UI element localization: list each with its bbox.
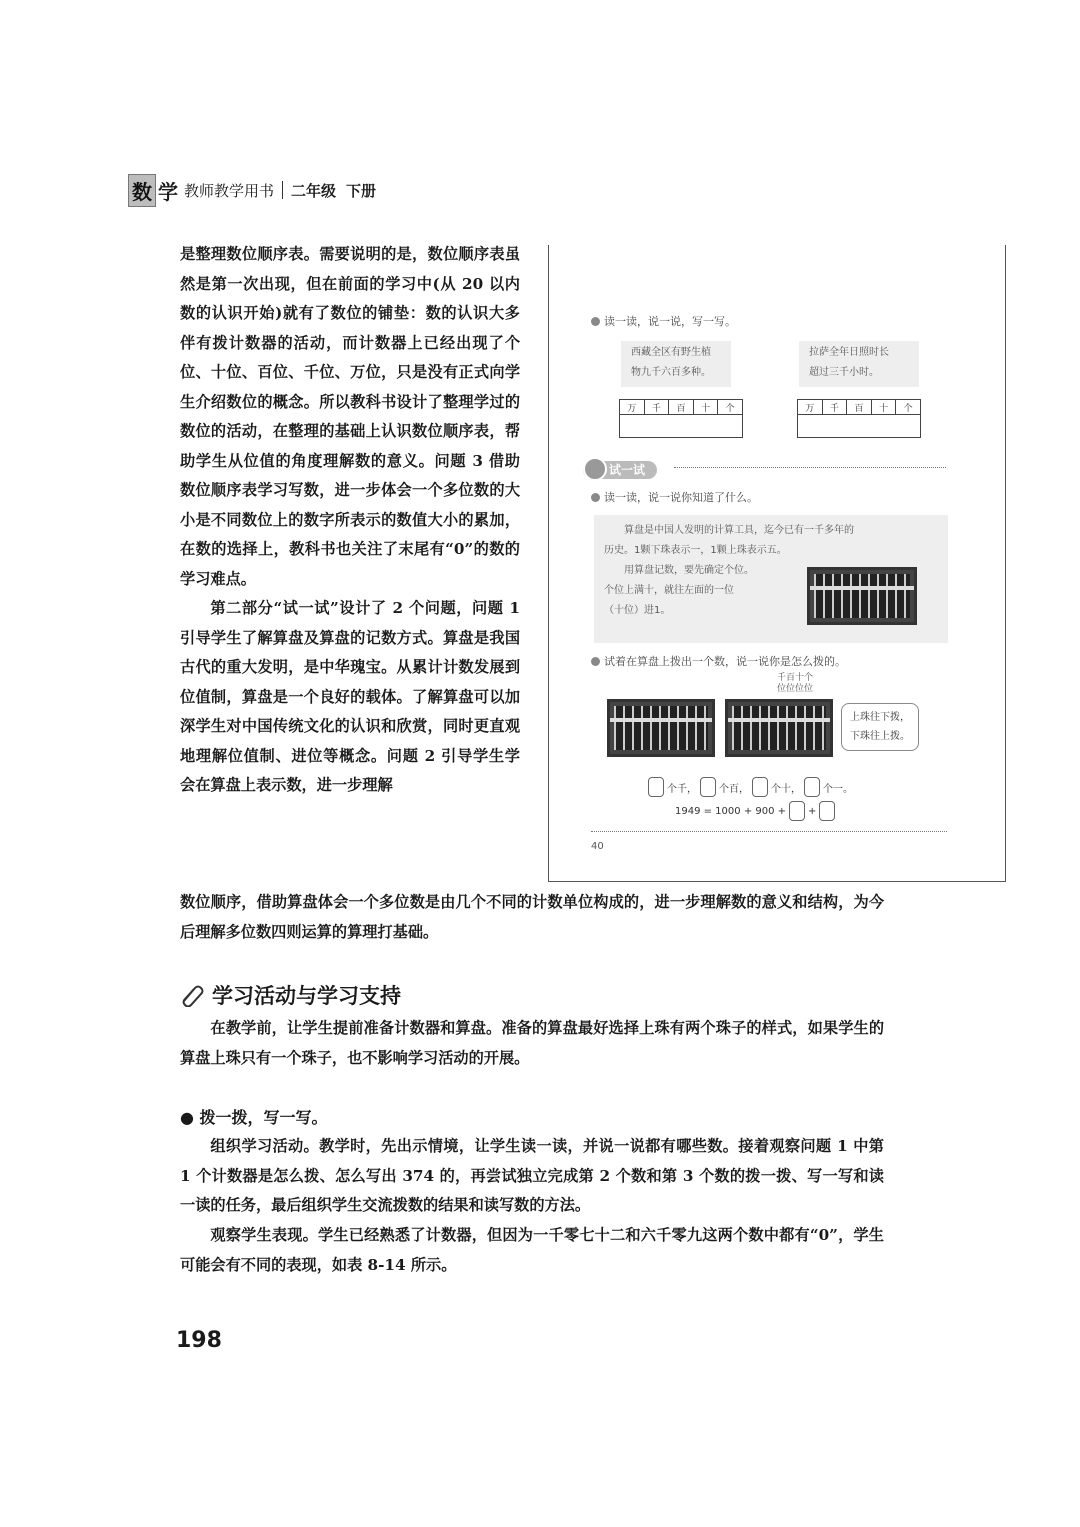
info-box-tibet-line1: 西藏全区有野生植 xyxy=(631,347,711,358)
info-box-lhasa-line1: 拉萨全年日照时长 xyxy=(809,347,889,358)
page-number: 198 xyxy=(176,1328,222,1353)
paragraph-observe xyxy=(180,1221,884,1280)
section-divider xyxy=(674,467,946,468)
header-ge: 个 xyxy=(718,400,743,415)
volume-label: 下册 xyxy=(346,181,377,200)
unit-tens: 个十， xyxy=(771,783,801,795)
header-bai: 百 xyxy=(847,400,872,415)
paragraph-place-value-table: 是整理数位顺序表。需要说明的是，数位顺序表虽然是第一次出现，但在前面的学习中(从 20 以内数的认识开始)就有了数位的铺垫：数的认识大多伴有拨计数器的活动，而计数器上已经出现了个位、十位、百位、千位、万位，只是没有正式向学生介绍数位的概念。所以教科书设计了整理学过的数位的活动，在整理的基础上认识数位顺序表，帮助学生从位值的角度理解数的意义。问题 3 借助数位顺序表学习写数，进一步体会一个多位数的大小是不同数位上的数字所表示的数值大小的累加，在数的选择上，教科书也关注了末尾有“0”的数的学习难点。 xyxy=(180,245,520,588)
prompt-read-write-text: 读一读，说一说，写一写。 xyxy=(604,315,736,328)
blank-slot[interactable] xyxy=(804,777,820,797)
header-ge: 个 xyxy=(896,400,921,415)
header-divider xyxy=(282,181,283,199)
abacus-info-line1: 算盘是中国人发明的计算工具，迄今已有一千多年的 xyxy=(624,525,854,536)
answer-cell[interactable] xyxy=(620,415,743,438)
left-column-text xyxy=(180,240,520,801)
blank-slot[interactable] xyxy=(819,801,835,821)
info-box-lhasa-line2: 超过三千小时。 xyxy=(809,367,879,378)
prompt-what-learned-text: 读一读，说一说你知道了什么。 xyxy=(604,491,758,504)
info-box-lhasa xyxy=(799,341,919,387)
prompt-read-write xyxy=(591,313,736,329)
blank-slot[interactable] xyxy=(789,801,805,821)
abacus-illustration xyxy=(807,567,917,625)
header-qian: 千 xyxy=(822,400,847,415)
paragraph-organize xyxy=(180,1132,884,1221)
gear-icon xyxy=(583,457,607,481)
organize-lead: 组织学习活动。 xyxy=(210,1137,320,1155)
abacus-blank-2[interactable] xyxy=(725,699,833,757)
bullet-icon xyxy=(591,493,600,502)
paperclip-icon xyxy=(180,983,206,1007)
place-labels-bottom: 位位位位 xyxy=(777,684,814,694)
prompt-what-learned xyxy=(591,489,758,505)
bubble-line1: 上珠往下拨， xyxy=(850,712,910,723)
header-shi: 十 xyxy=(871,400,896,415)
place-labels-top: 千百十个 xyxy=(777,673,814,683)
textbook-page-figure xyxy=(548,245,1006,882)
observe-lead: 观察学生表现。 xyxy=(210,1226,318,1244)
logo-char-shu: 数 xyxy=(128,174,156,207)
blank-slot[interactable] xyxy=(700,777,716,797)
blank-slot[interactable] xyxy=(752,777,768,797)
prompt-try-abacus-text: 试着在算盘上拨出一个数，说一说你是怎么拨的。 xyxy=(604,655,846,668)
abacus-info-line3: 用算盘记数，要先确定个位。 xyxy=(624,565,754,576)
answer-cell[interactable] xyxy=(798,415,921,438)
header-wan: 万 xyxy=(620,400,645,415)
bullet-icon xyxy=(591,317,600,326)
try-it-badge xyxy=(583,459,657,478)
bubble-line2: 下珠往上拨。 xyxy=(850,731,910,742)
section-title-text: 学习活动与学习支持 xyxy=(212,984,401,1008)
paragraph-continuation: 数位顺序，借助算盘体会一个多位数是由几个不同的计数单位构成的，进一步理解数的意义和结构，为今后理解多位数四则运算的算理打基础。 xyxy=(180,893,884,941)
header-shi: 十 xyxy=(693,400,718,415)
place-value-table-2 xyxy=(797,399,921,438)
running-header xyxy=(128,172,376,208)
try-it-label: 试一试 xyxy=(583,461,657,479)
textbook-page-number: 40 xyxy=(591,841,604,852)
speech-bubble xyxy=(841,703,919,751)
equation-plus: + xyxy=(808,805,817,817)
info-box-tibet-line2: 物九千六百多种。 xyxy=(631,367,711,378)
place-value-table-1 xyxy=(619,399,743,438)
bullet-icon xyxy=(591,657,600,666)
bullet-heading: ● 拨一拨，写一写。 xyxy=(180,1108,328,1127)
unit-fill-row xyxy=(647,777,853,797)
paragraph-try-it: 第二部分“试一试”设计了 2 个问题，问题 1 引导学生了解算盘及算盘的记数方式。算盘是我国古代的重大发明，是中华瑰宝。从累计计数发展到位值制，算盘是一个良好的载体。了解算盘可以加深学生对中国传统文化的认识和欣赏，同时更直观地理解位值制、进位等概念。问题 2 引导学生学会在算盘上表示数，进一步理解 xyxy=(180,599,520,794)
grade-label: 二年级 xyxy=(291,181,337,200)
logo-char-xue: 学 xyxy=(158,179,178,204)
equation-prefix: 1949 = 1000 + 900 + xyxy=(675,805,787,817)
header-qian: 千 xyxy=(644,400,669,415)
prompt-try-abacus xyxy=(591,653,846,669)
observe-text: 学生已经熟悉了计数器，但因为一千零七十二和六千零九这两个数中都有“0”，学生可能会有不同的表现，如表 8-14 所示。 xyxy=(180,1226,884,1274)
equation-row xyxy=(675,801,836,821)
abacus-info-line5: （十位）进1。 xyxy=(604,605,671,616)
info-box-tibet xyxy=(621,341,731,387)
abacus-blank-1[interactable] xyxy=(607,699,715,757)
abacus-info-line2: 历史。1颗下珠表示一，1颗上珠表示五。 xyxy=(604,545,787,556)
unit-ones: 个一。 xyxy=(823,783,853,795)
unit-thousands: 个千， xyxy=(667,783,697,795)
book-title: 教师教学用书 xyxy=(184,181,275,200)
header-bai: 百 xyxy=(669,400,694,415)
footer-divider xyxy=(591,831,947,832)
blank-slot[interactable] xyxy=(648,777,664,797)
unit-hundreds: 个百， xyxy=(719,783,749,795)
section-title xyxy=(180,980,401,1010)
place-labels xyxy=(777,673,813,695)
organize-text: 教学时，先出示情境，让学生读一读，并说一说都有哪些数。接着观察问题 1 中第 1 个计数器是怎么拨、怎么写出 374 的，再尝试独立完成第 2 个数和第 3 个数的拨一拨、写一写和读一读的任务，最后组织学生交流拨数的结果和读写数的方法。 xyxy=(180,1137,884,1214)
paragraph-preparation: 在教学前，让学生提前准备计数器和算盘。准备的算盘最好选择上珠有两个珠子的样式，如果学生的算盘上珠只有一个珠子，也不影响学习活动的开展。 xyxy=(180,1019,884,1067)
header-wan: 万 xyxy=(798,400,823,415)
abacus-info-line4: 个位上满十，就往左面的一位 xyxy=(604,585,734,596)
